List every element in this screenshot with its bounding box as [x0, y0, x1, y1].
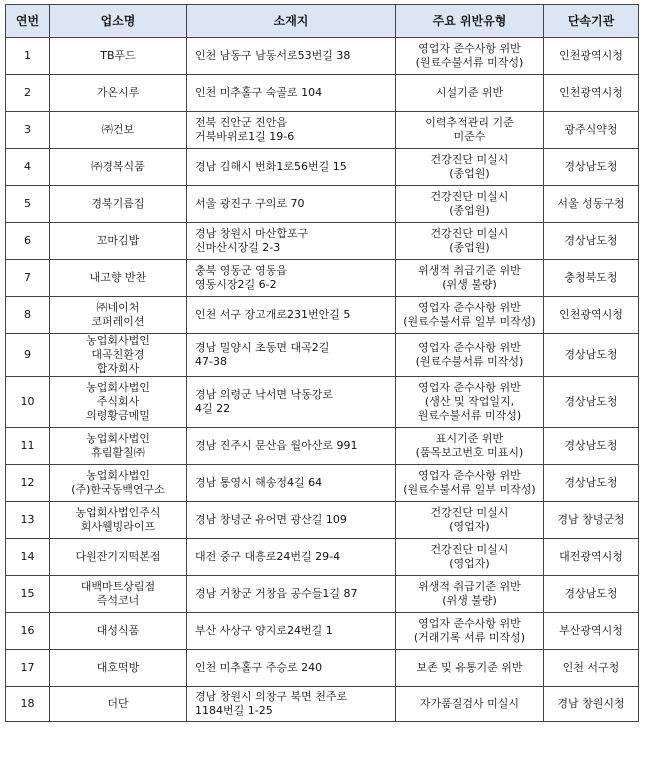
cell-name — [50, 38, 187, 75]
cell-name-line: 가온시루 — [96, 86, 140, 99]
cell-name — [50, 465, 187, 502]
cell-name — [50, 149, 187, 186]
cell-address — [187, 465, 396, 502]
table-row — [6, 223, 639, 260]
cell-name-line: 즉석코너 — [96, 594, 140, 607]
cell-name-line: 다원잔기지떡본점 — [75, 550, 161, 563]
cell-name-line: TB푸드 — [100, 49, 136, 62]
table-row — [6, 149, 639, 186]
cell-name — [50, 502, 187, 539]
cell-violation — [396, 502, 544, 539]
cell-violation-line: (영업자) — [449, 557, 490, 570]
cell-violation-line: (종업원) — [449, 204, 490, 217]
cell-address — [187, 149, 396, 186]
cell-address — [187, 75, 396, 112]
cell-agency: 광주식약청 — [544, 112, 639, 149]
cell-address-line: 영동시장2길 6-2 — [195, 278, 277, 291]
cell-violation — [396, 297, 544, 334]
table-row — [6, 613, 639, 650]
cell-violation-line: 표시기준 위반 — [435, 432, 504, 445]
table-row — [6, 377, 639, 428]
cell-no: 7 — [6, 260, 50, 297]
cell-address-line: 경남 창녕군 유어면 광산길 109 — [195, 513, 347, 526]
cell-name-line: 더단 — [107, 697, 129, 710]
cell-name-line: 대성식품 — [96, 624, 140, 637]
cell-name-line: 대호떡방 — [96, 661, 140, 674]
cell-address-line: 47-38 — [195, 355, 227, 368]
table-row — [6, 334, 639, 377]
cell-violation — [396, 428, 544, 465]
cell-name-line: 휴림활칠㈜ — [91, 446, 145, 459]
cell-no: 8 — [6, 297, 50, 334]
cell-name-line: 합자회사 — [96, 362, 140, 375]
cell-no: 12 — [6, 465, 50, 502]
header-row — [6, 5, 639, 38]
cell-violation-line: 건강진단 미실시 — [430, 506, 509, 519]
cell-agency: 경남 창원시청 — [544, 687, 639, 722]
cell-no: 17 — [6, 650, 50, 687]
cell-address-line: 경남 창원시 의창구 북면 천주로 — [195, 690, 348, 703]
cell-agency: 충청북도청 — [544, 260, 639, 297]
table-row — [6, 428, 639, 465]
header-no: 연번 — [6, 5, 50, 38]
cell-address — [187, 186, 396, 223]
cell-address-line: 전북 진안군 진안읍 — [195, 116, 288, 129]
cell-name-line: ㈜건보 — [101, 123, 135, 136]
table-row — [6, 186, 639, 223]
cell-name-line: 의령황금메밀 — [86, 409, 150, 422]
cell-address-line: 신마산시장길 2-3 — [195, 241, 281, 254]
cell-no: 18 — [6, 687, 50, 722]
table-row — [6, 38, 639, 75]
cell-address-line: 인천 미추홀구 숙골로 104 — [195, 86, 323, 99]
cell-address — [187, 576, 396, 613]
cell-address — [187, 112, 396, 149]
cell-violation-line: (거래기록 서류 미작성) — [413, 631, 526, 644]
cell-address — [187, 502, 396, 539]
cell-violation-line: 건강진단 미실시 — [430, 227, 509, 240]
cell-address — [187, 223, 396, 260]
cell-violation-line: (위생 불량) — [442, 278, 497, 291]
cell-name — [50, 260, 187, 297]
cell-address — [187, 613, 396, 650]
cell-violation-line: 미준수 — [453, 130, 486, 143]
cell-violation — [396, 650, 544, 687]
cell-agency: 경상남도청 — [544, 377, 639, 428]
cell-name-line: 꼬마김밥 — [96, 234, 140, 247]
cell-violation — [396, 687, 544, 722]
cell-address-line: 1184번길 1-25 — [195, 704, 273, 717]
cell-violation-line: (종업원) — [449, 167, 490, 180]
cell-name-line: ㈜네이처 — [96, 301, 140, 314]
cell-name — [50, 334, 187, 377]
cell-violation-line: 영업자 준수사항 위반 — [418, 617, 521, 630]
table-row — [6, 112, 639, 149]
cell-address-line: 충북 영동군 영동읍 — [195, 264, 288, 277]
cell-name-line: 경북기름집 — [91, 197, 145, 210]
cell-address — [187, 428, 396, 465]
header-agency: 단속기관 — [544, 5, 639, 38]
cell-violation — [396, 112, 544, 149]
cell-agency: 부산광역시청 — [544, 613, 639, 650]
cell-address-line: 부산 사상구 양지로24번길 1 — [195, 624, 333, 637]
header-address: 소재지 — [187, 5, 396, 38]
cell-violation-line: 영업자 준수사항 위반 — [418, 469, 521, 482]
cell-address-line: 경남 통영시 해송정4길 64 — [195, 476, 323, 489]
cell-name-line: ㈜경복식품 — [91, 160, 145, 173]
cell-no: 14 — [6, 539, 50, 576]
cell-violation-line: (위생 불량) — [442, 594, 497, 607]
cell-agency: 경상남도청 — [544, 334, 639, 377]
cell-violation — [396, 334, 544, 377]
cell-agency: 인천광역시청 — [544, 297, 639, 334]
cell-violation-line: 영업자 준수사항 위반 — [418, 381, 521, 394]
cell-address-line: 대전 중구 대흥로24번길 29-4 — [195, 550, 341, 563]
cell-no: 16 — [6, 613, 50, 650]
cell-address-line: 경남 의령군 낙서면 낙동강로 — [195, 388, 334, 401]
cell-agency: 대전광역시청 — [544, 539, 639, 576]
cell-name — [50, 428, 187, 465]
cell-no: 15 — [6, 576, 50, 613]
cell-agency: 인천 서구청 — [544, 650, 639, 687]
cell-name-line: 대백마트상림점 — [80, 580, 156, 593]
cell-violation — [396, 223, 544, 260]
header-violation: 주요 위반유형 — [396, 5, 544, 38]
cell-name-line: 농업회사법인 — [86, 469, 150, 482]
cell-name — [50, 576, 187, 613]
table-row — [6, 539, 639, 576]
cell-address — [187, 38, 396, 75]
cell-no: 9 — [6, 334, 50, 377]
cell-violation — [396, 38, 544, 75]
cell-no: 6 — [6, 223, 50, 260]
cell-violation-line: (종업원) — [449, 241, 490, 254]
cell-violation-line: 시설기준 위반 — [435, 86, 504, 99]
cell-violation-line: 건강진단 미실시 — [430, 543, 509, 556]
cell-agency: 서울 성동구청 — [544, 186, 639, 223]
cell-name — [50, 539, 187, 576]
cell-name — [50, 223, 187, 260]
table-row — [6, 297, 639, 334]
cell-violation — [396, 465, 544, 502]
cell-violation-line: (생산 및 작업일지, — [424, 395, 515, 408]
cell-name — [50, 687, 187, 722]
cell-name — [50, 377, 187, 428]
cell-no: 1 — [6, 38, 50, 75]
cell-violation-line: (영업자) — [449, 520, 490, 533]
cell-violation — [396, 576, 544, 613]
cell-address-line: 4길 22 — [195, 402, 231, 415]
cell-address-line: 경남 창원시 마산합포구 — [195, 227, 309, 240]
cell-agency: 경상남도청 — [544, 576, 639, 613]
cell-name — [50, 297, 187, 334]
cell-name — [50, 75, 187, 112]
cell-violation-line: 원료수불서류 미작성) — [417, 409, 522, 422]
cell-agency: 경상남도청 — [544, 428, 639, 465]
cell-address-line: 경남 거창군 거창읍 공수들1길 87 — [195, 587, 358, 600]
cell-violation — [396, 186, 544, 223]
cell-name-line: 코퍼레이션 — [91, 315, 145, 328]
cell-address — [187, 260, 396, 297]
cell-violation — [396, 377, 544, 428]
cell-name-line: 주식회사 — [96, 395, 140, 408]
cell-address-line: 경남 김해시 번화1로56번길 15 — [195, 160, 347, 173]
cell-violation-line: 보존 및 유통기준 위반 — [416, 661, 523, 674]
cell-address — [187, 687, 396, 722]
cell-address — [187, 377, 396, 428]
table-body — [6, 38, 639, 722]
cell-address-line: 경남 진주시 문산읍 월아산로 991 — [195, 439, 358, 452]
cell-agency: 경남 창녕군청 — [544, 502, 639, 539]
cell-violation-line: (원료수불서류 일부 미작성) — [403, 483, 536, 496]
cell-address — [187, 539, 396, 576]
cell-violation-line: 자가품질검사 미실시 — [419, 697, 520, 710]
cell-agency: 경상남도청 — [544, 465, 639, 502]
cell-violation-line: (원료수불서류 일부 미작성) — [403, 315, 536, 328]
header-name: 업소명 — [50, 5, 187, 38]
cell-name — [50, 112, 187, 149]
cell-violation-line: (원료수불서류 미작성) — [415, 355, 524, 368]
cell-violation — [396, 149, 544, 186]
table-row — [6, 576, 639, 613]
cell-violation-line: (원료수불서류 미작성) — [415, 56, 524, 69]
cell-name — [50, 186, 187, 223]
cell-violation-line: 건강진단 미실시 — [430, 153, 509, 166]
cell-violation-line: (품목보고번호 미표시) — [415, 446, 524, 459]
cell-name-line: 내고향 반찬 — [89, 271, 147, 284]
cell-violation — [396, 75, 544, 112]
table-row — [6, 650, 639, 687]
cell-name-line: 회사웰빙라이프 — [80, 520, 156, 533]
cell-name — [50, 650, 187, 687]
table-row — [6, 687, 639, 722]
table-row — [6, 465, 639, 502]
cell-address-line: 인천 미추홀구 주승로 240 — [195, 661, 323, 674]
cell-agency: 경상남도청 — [544, 223, 639, 260]
cell-name-line: 대곡친환경 — [91, 348, 145, 361]
cell-name-line: 농업회사법인 — [86, 334, 150, 347]
cell-no: 2 — [6, 75, 50, 112]
cell-violation — [396, 539, 544, 576]
cell-address-line: 인천 서구 장고개로231번안길 5 — [195, 308, 351, 321]
cell-no: 13 — [6, 502, 50, 539]
cell-address — [187, 650, 396, 687]
table-row — [6, 502, 639, 539]
cell-no: 10 — [6, 377, 50, 428]
cell-agency: 인천광역시청 — [544, 75, 639, 112]
cell-name-line: (주)한국동백연구소 — [71, 483, 165, 496]
cell-name-line: 농업회사법인 — [86, 381, 150, 394]
cell-address — [187, 297, 396, 334]
cell-agency: 경상남도청 — [544, 149, 639, 186]
cell-violation — [396, 613, 544, 650]
cell-violation-line: 위생적 취급기준 위반 — [418, 580, 521, 593]
cell-violation — [396, 260, 544, 297]
cell-no: 3 — [6, 112, 50, 149]
cell-address-line: 경남 밀양시 초동면 대곡2길 — [195, 341, 330, 354]
cell-violation-line: 영업자 준수사항 위반 — [418, 301, 521, 314]
cell-no: 5 — [6, 186, 50, 223]
table-row — [6, 260, 639, 297]
cell-name — [50, 613, 187, 650]
cell-violation-line: 영업자 준수사항 위반 — [418, 341, 521, 354]
cell-violation-line: 위생적 취급기준 위반 — [418, 264, 521, 277]
cell-violation-line: 이력추적관리 기준 — [425, 116, 514, 129]
cell-no: 11 — [6, 428, 50, 465]
cell-violation-line: 건강진단 미실시 — [430, 190, 509, 203]
cell-name-line: 농업회사법인 — [86, 432, 150, 445]
cell-address-line: 거북바위로1길 19-6 — [195, 130, 295, 143]
cell-address-line: 인천 남동구 남동서로53번길 38 — [195, 49, 351, 62]
table-row — [6, 75, 639, 112]
cell-address-line: 서울 광진구 구의로 70 — [195, 197, 305, 210]
cell-agency: 인천광역시청 — [544, 38, 639, 75]
cell-no: 4 — [6, 149, 50, 186]
cell-name-line: 농업회사법인주식 — [75, 506, 161, 519]
cell-address — [187, 334, 396, 377]
violation-table — [5, 4, 639, 722]
cell-violation-line: 영업자 준수사항 위반 — [418, 42, 521, 55]
